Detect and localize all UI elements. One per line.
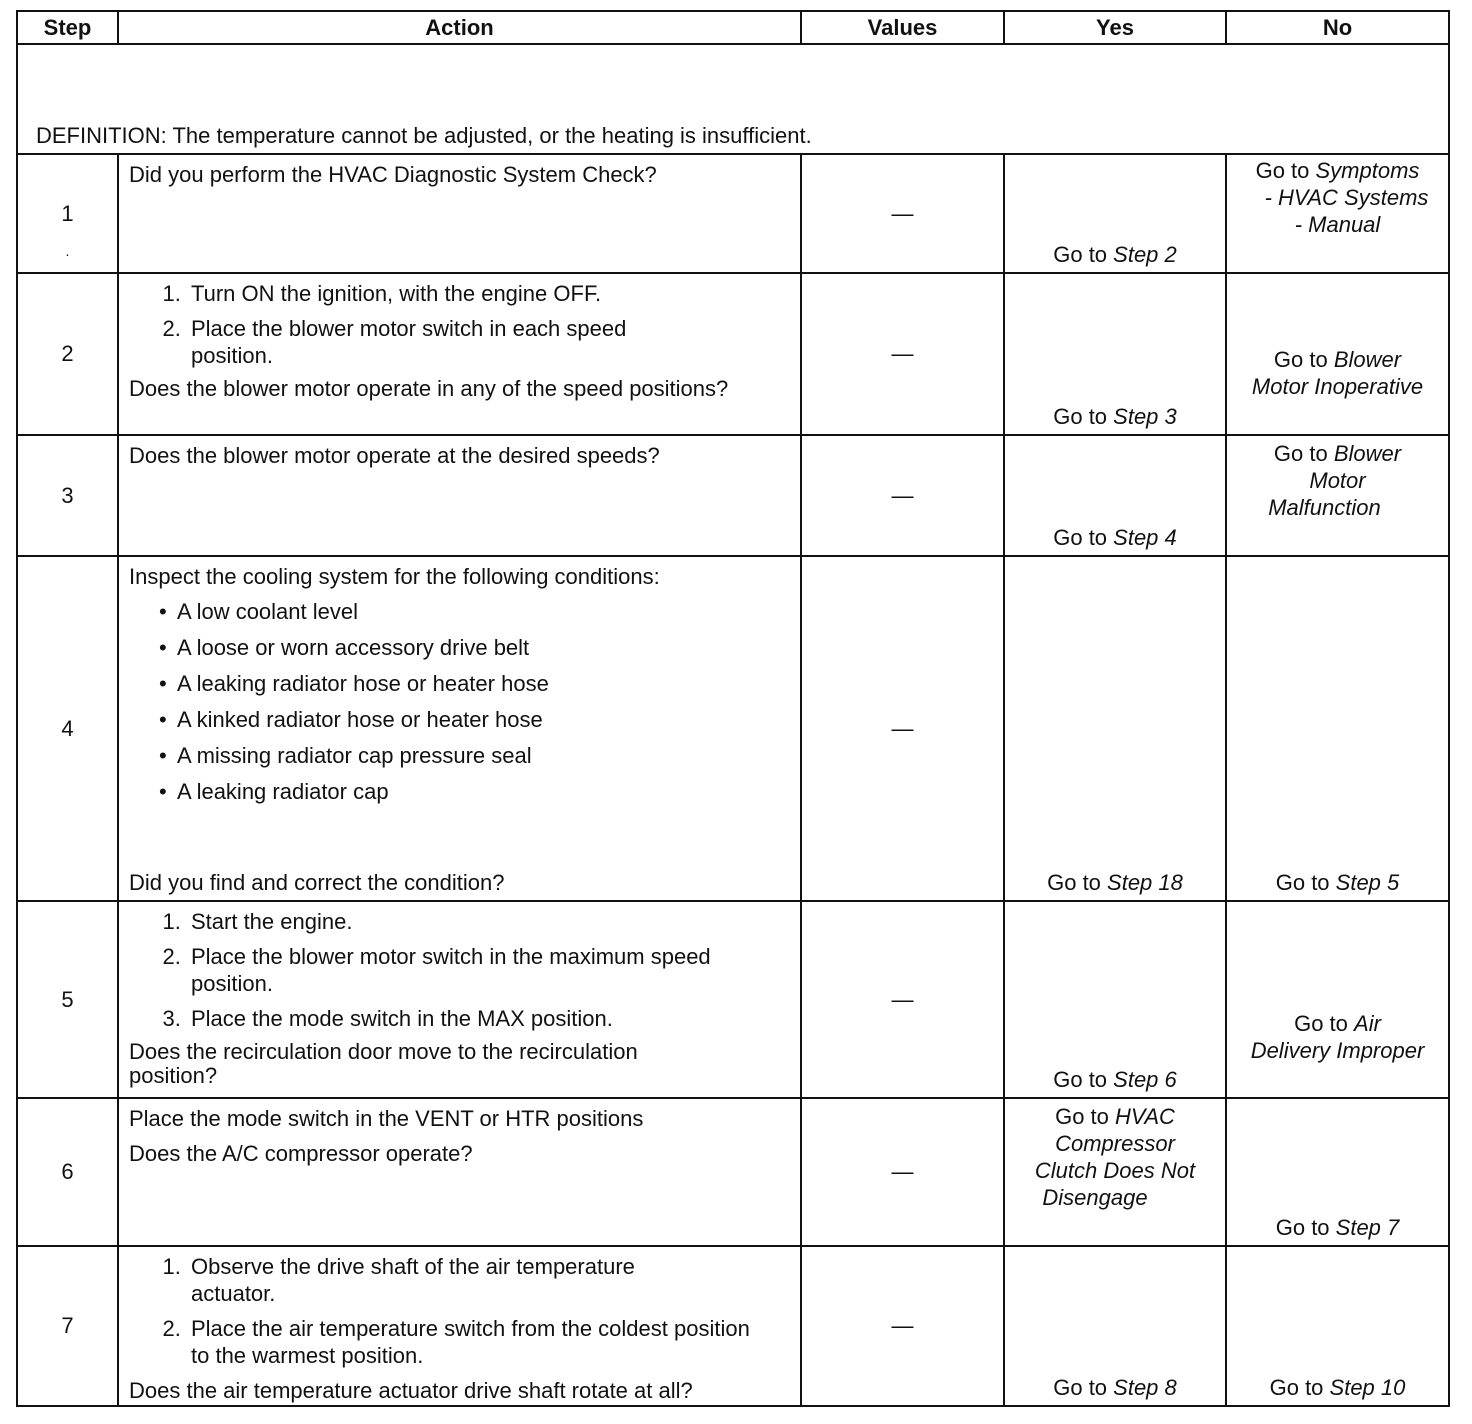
action-cell <box>118 1246 801 1406</box>
action-question: Does the blower motor operate at the desired speeds? <box>129 443 660 468</box>
step-number: 4 <box>17 556 118 901</box>
table-row <box>17 556 1449 901</box>
no-link[interactable]: Go to Step 5 <box>1275 870 1400 895</box>
action-cell <box>118 273 801 435</box>
yes-cell <box>1004 435 1226 556</box>
yes-link[interactable]: Go to Step 6 <box>1053 1067 1177 1092</box>
no-link[interactable]: Go to Blower Motor Inoperative <box>1251 347 1424 399</box>
no-link[interactable]: Go to Step 10 <box>1269 1375 1406 1400</box>
header-yes: Yes <box>1004 11 1226 44</box>
definition-text: DEFINITION: The temperature cannot be adjusted, or the heating is insufficient. <box>17 44 1449 154</box>
no-cell <box>1226 154 1449 273</box>
list-item: • A missing radiator cap pressure seal <box>159 743 532 768</box>
no-cell <box>1226 1098 1449 1246</box>
action-step: 3. Place the mode switch in the MAX position. <box>187 1005 790 1032</box>
no-cell <box>1226 273 1449 435</box>
action-cell <box>118 901 801 1098</box>
action-question: Does the A/C compressor operate? <box>129 1141 473 1166</box>
yes-cell <box>1004 154 1226 273</box>
yes-link[interactable]: Go to Step 3 <box>1053 404 1177 429</box>
list-item: • A leaking radiator hose or heater hose <box>159 671 549 696</box>
table-row <box>17 901 1449 1098</box>
header-step: Step <box>17 11 118 44</box>
step-number: 7 <box>17 1246 118 1406</box>
yes-link[interactable]: Go to HVAC Compressor Clutch Does Not Disengage <box>1034 1104 1196 1210</box>
step-number: 6 <box>17 1098 118 1246</box>
yes-cell <box>1004 901 1226 1098</box>
no-cell <box>1226 556 1449 901</box>
action-line: Place the mode switch in the VENT or HTR positions <box>129 1106 644 1131</box>
action-cell <box>118 154 801 273</box>
action-step: 2. Place the blower motor switch in the maximum speed position. <box>187 943 790 997</box>
step-number: 2 <box>17 273 118 435</box>
table-row <box>17 435 1449 556</box>
step-number: 3 <box>17 435 118 556</box>
action-cell <box>118 1098 801 1246</box>
action-question: Does the air temperature actuator drive shaft rotate at all? <box>129 1378 693 1403</box>
no-cell <box>1226 435 1449 556</box>
yes-link[interactable]: Go to Step 8 <box>1053 1375 1177 1400</box>
action-step: 1. Observe the drive shaft of the air temperature actuator. <box>187 1253 790 1307</box>
values-cell: — <box>801 154 1004 273</box>
list-item: • A leaking radiator cap <box>159 779 389 804</box>
step-cell <box>17 154 118 273</box>
values-cell: — <box>801 1098 1004 1246</box>
step-number: 1 <box>61 200 74 226</box>
action-question: Did you perform the HVAC Diagnostic System Check? <box>129 162 657 187</box>
yes-link[interactable]: Go to Step 2 <box>1053 242 1177 267</box>
action-question: Did you find and correct the condition? <box>129 870 505 895</box>
action-cell <box>118 556 801 901</box>
step-number: 5 <box>17 901 118 1098</box>
yes-cell <box>1004 556 1226 901</box>
action-step: 2. Place the blower motor switch in each speed position. <box>187 315 790 369</box>
table-row <box>17 1098 1449 1246</box>
values-cell: — <box>801 273 1004 435</box>
table-row <box>17 1246 1449 1406</box>
no-link[interactable]: Go to Blower Motor Malfunction <box>1268 441 1402 520</box>
header-no: No <box>1226 11 1449 44</box>
list-item: • A loose or worn accessory drive belt <box>159 635 530 660</box>
yes-cell <box>1004 1246 1226 1406</box>
values-cell: — <box>801 435 1004 556</box>
no-cell <box>1226 1246 1449 1406</box>
values-cell: — <box>801 901 1004 1098</box>
yes-link[interactable]: Go to Step 18 <box>1047 870 1183 895</box>
values-cell: — <box>801 556 1004 901</box>
yes-cell <box>1004 1098 1226 1246</box>
step-mark: . <box>65 243 70 259</box>
table-row <box>17 273 1449 435</box>
no-link[interactable]: Go to Air Delivery Improper <box>1250 1011 1425 1063</box>
table-row <box>17 154 1449 273</box>
definition-row <box>17 44 1449 154</box>
action-cell <box>118 435 801 556</box>
action-step: 2. Place the air temperature switch from the coldest position to the warmest position. <box>187 1315 790 1369</box>
diagnostic-table <box>16 10 1450 1407</box>
yes-cell <box>1004 273 1226 435</box>
values-cell: — <box>801 1246 1004 1406</box>
no-link[interactable]: Go to Symptoms - HVAC Systems - Manual <box>1255 158 1429 237</box>
action-question: Does the blower motor operate in any of the speed positions? <box>129 376 729 401</box>
header-action: Action <box>118 11 801 44</box>
header-values: Values <box>801 11 1004 44</box>
no-link[interactable]: Go to Step 7 <box>1275 1215 1400 1240</box>
list-item: • A low coolant level <box>159 599 358 624</box>
yes-link[interactable]: Go to Step 4 <box>1053 525 1177 550</box>
no-cell <box>1226 901 1449 1098</box>
list-item: • A kinked radiator hose or heater hose <box>159 707 543 732</box>
action-step: 1. Start the engine. <box>187 908 790 935</box>
header-row <box>17 11 1449 44</box>
action-step: 1. Turn ON the ignition, with the engine OFF. <box>187 280 790 307</box>
action-intro: Inspect the cooling system for the following conditions: <box>129 564 660 589</box>
action-question: Does the recirculation door move to the recirculation position? <box>129 1039 638 1088</box>
